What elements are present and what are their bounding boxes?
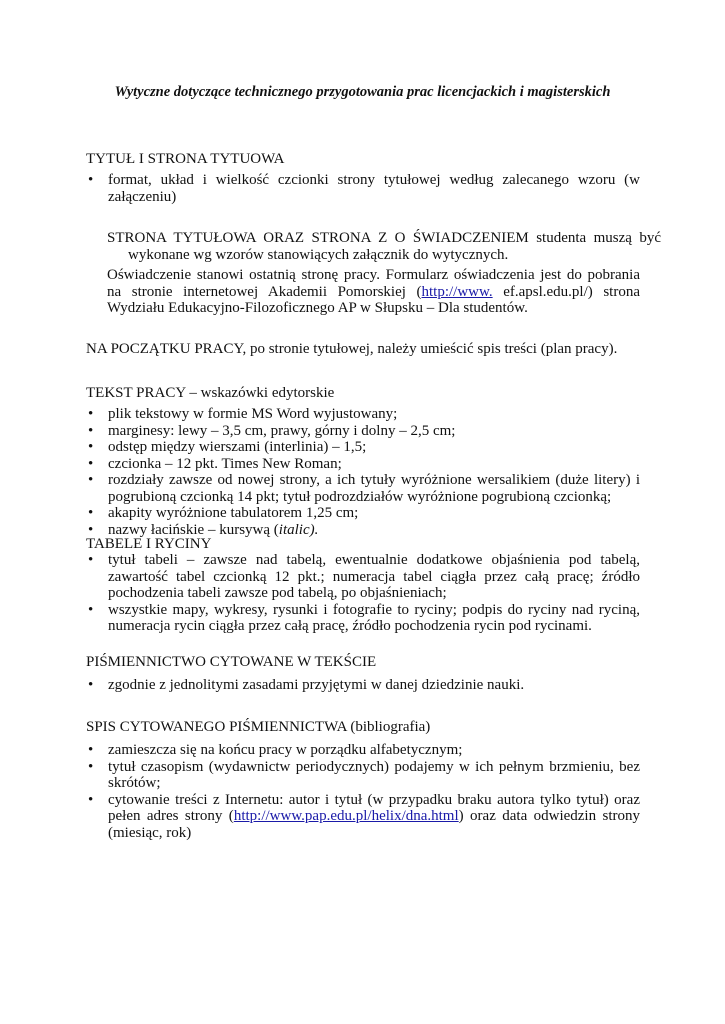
section-beginning — [86, 341, 617, 358]
section-text-guidelines — [86, 385, 334, 402]
list-item: • tytuł tabeli – zawsze nad tabelą, ewentualnie dodatkowe objaśnienia pod tabelą, zawartość tabel czcionką 12 pkt.; numeracja tabel ciągła przez całą pracę; źródło pochodzenia tabeli zawsze pod tabelą, po objaśnieniach; — [86, 552, 640, 602]
section-heading-tables: TABELE I RYCINY — [86, 536, 212, 552]
university-link[interactable]: http://www. — [421, 283, 493, 300]
section-tables-list — [86, 552, 640, 635]
section-text: (bibliografia) — [346, 719, 431, 735]
section-heading-beginning: NA POCZĄTKU PRACY — [86, 341, 243, 357]
list-item: • czcionka – 12 pkt. Times New Roman; — [86, 456, 640, 473]
list-item: • zamieszcza się na końcu pracy w porządku alfabetycznym; — [86, 742, 640, 759]
list-item: • odstęp między wierszami (interlinia) – 1,5; — [86, 439, 640, 456]
section-title-statement — [107, 230, 661, 263]
list-item: • wszystkie mapy, wykresy, rysunki i fotografie to ryciny; podpis do ryciny nad ryciną, numeracja rycin ciągła przez całą pracę, źródło pochodzenia rycin pod rycinami. — [86, 602, 640, 635]
section-heading-text: TEKST PRACY — [86, 385, 186, 401]
section-text-list — [86, 406, 640, 538]
item-text: cytowanie treści z Internetu: autor i tytuł (w przypadku braku autora tylko tytuł) oraz pełen adres strony ( — [108, 791, 640, 824]
section-cited-literature-list — [86, 677, 640, 694]
list-item: • plik tekstowy w formie MS Word wyjustowany; — [86, 406, 640, 423]
section-title-page-list — [86, 172, 640, 205]
list-item: • marginesy: lewy – 3,5 cm, prawy, górny i dolny – 2,5 cm; — [86, 423, 640, 440]
list-item — [86, 792, 640, 842]
list-item: • zgodnie z jednolitymi zasadami przyjętymi w danej dziedzinie nauki. — [86, 677, 640, 694]
paragraph-text: ef.apsl.edu.pl/) strona Wydziału Edukacyjno-Filozoficznego AP w Słupsku – Dla studentów. — [107, 283, 640, 316]
section-text: – wskazówki edytorskie — [185, 385, 335, 401]
section-bibliography — [86, 719, 430, 736]
list-item: • rozdziały zawsze od nowej strony, a ich tytuły wyróżnione wersalikiem (duże litery) i pogrubioną czcionką 14 pkt; tytuł podrozdziałów wyróżnione pogrubioną czcionką; — [86, 472, 640, 505]
paragraph-text: Oświadczenie stanowi ostatnią stronę pracy. Formularz oświadczenia jest do pobrania na stronie internetowej Akademii Pomorskiej ( — [107, 267, 640, 300]
list-item: • tytuł czasopism (wydawnictw periodycznych) podajemy w ich pełnym brzmieniu, bez skrótów; — [86, 759, 640, 792]
item-italic-text: italic). — [278, 521, 319, 538]
section-bibliography-list — [86, 742, 640, 841]
section-heading-cited-literature: PIŚMIENNICTWO CYTOWANE W TEKŚCIE — [86, 654, 377, 670]
section-heading-statement: STRONA TYTUŁOWA ORAZ STRONA Z O ŚWIADCZENIEM — [107, 230, 529, 246]
document-title: Wytyczne dotyczące technicznego przygotowania prac licencjackich i magisterskich — [114, 84, 611, 100]
section-text: , po stronie tytułowej, należy umieścić spis treści (plan pracy). — [242, 341, 618, 357]
item-text: ) oraz data odwiedzin strony (miesiąc, rok) — [108, 808, 640, 841]
section-text: studenta muszą być wykonane wg wzorów stanowiących załącznik do wytycznych. — [128, 230, 661, 263]
list-item: • format, układ i wielkość czcionki strony tytułowej według zalecanego wzoru (w załączeniu) — [86, 172, 640, 205]
dna-link[interactable]: http://www.pap.edu.pl/helix/dna.html — [233, 808, 459, 824]
statement-paragraph — [107, 267, 640, 317]
section-heading-bibliography: SPIS CYTOWANEGO PIŚMIENNICTWA — [86, 719, 347, 735]
item-text: nazwy łacińskie – kursywą ( — [108, 521, 279, 538]
list-item: • akapity wyróżnione tabulatorem 1,25 cm; — [86, 505, 640, 522]
section-heading-title-page: TYTUŁ I STRONA TYTUOWA — [86, 151, 285, 167]
